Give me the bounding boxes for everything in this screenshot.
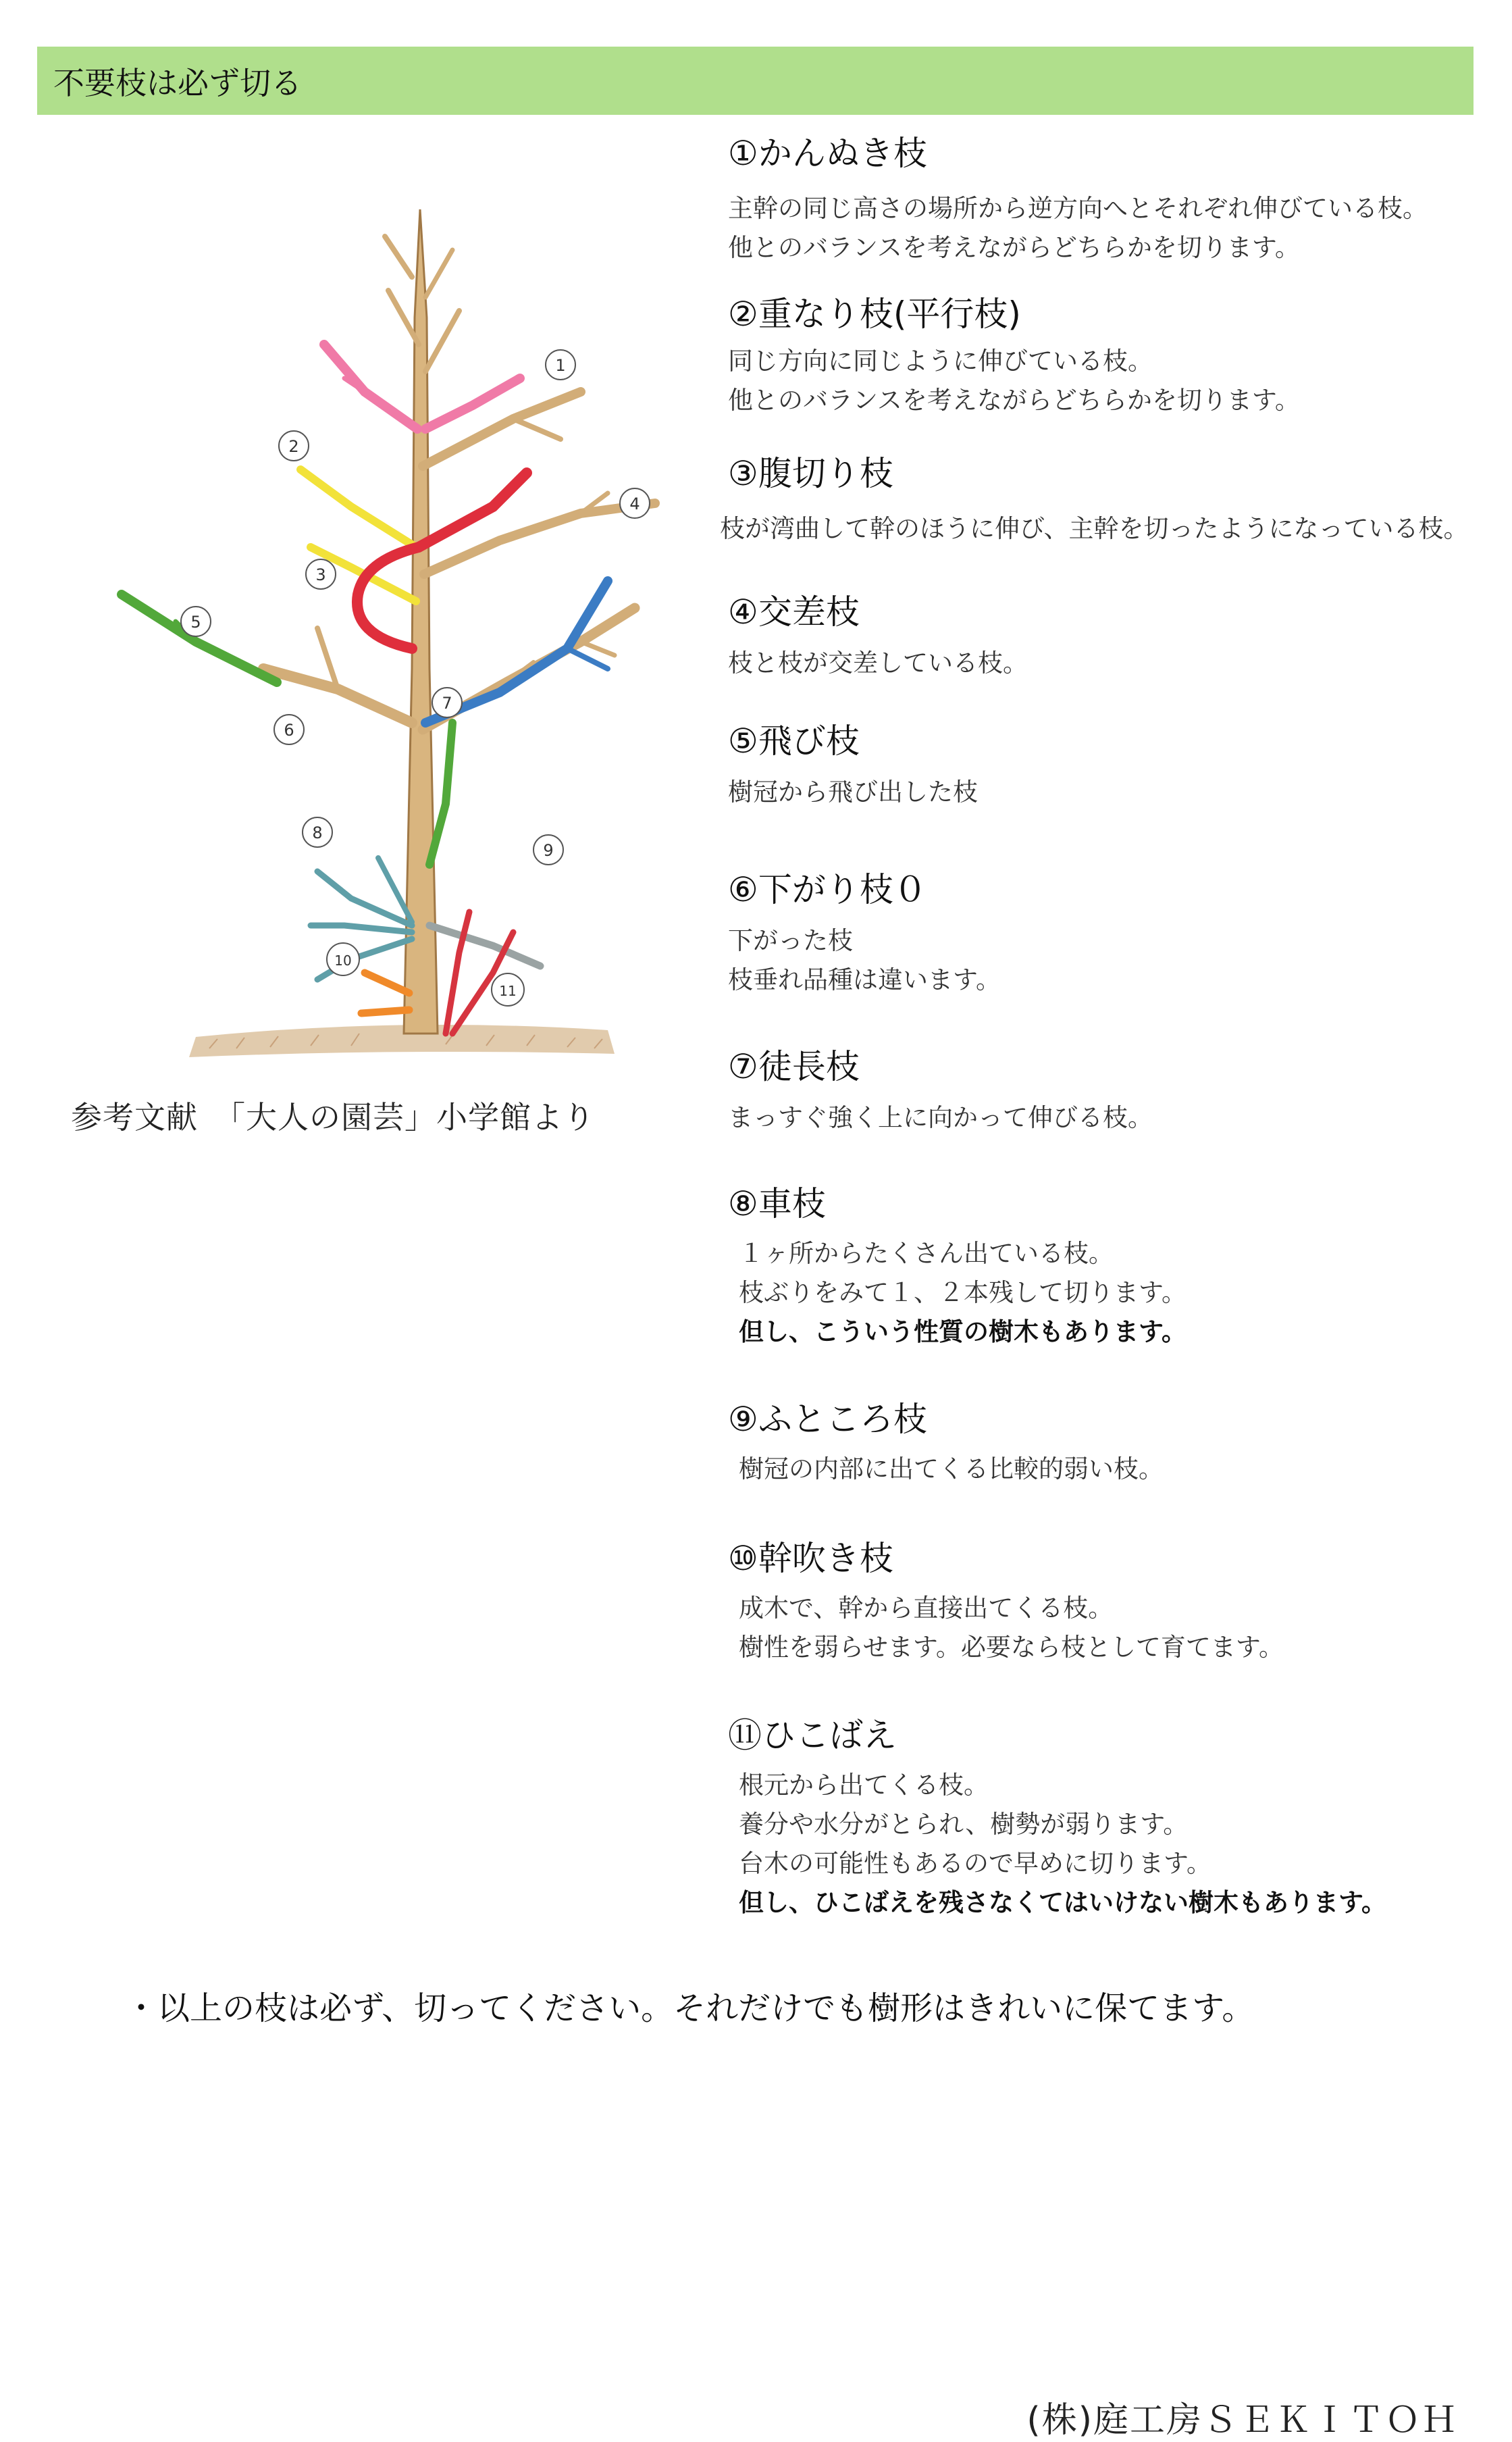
- section-text: 根元から出てくる枝。: [739, 1771, 989, 1800]
- reference-caption: 参考文献 「大人の園芸」小学館より: [71, 1099, 595, 1136]
- page-title: 不要枝は必ず切る: [53, 64, 302, 101]
- svg-text:10: 10: [334, 952, 352, 969]
- svg-text:9: 9: [543, 841, 554, 860]
- section-text: 他とのバランスを考えながらどちらかを切ります。: [728, 233, 1300, 262]
- svg-text:11: 11: [499, 983, 517, 999]
- section-text: 樹性を弱らせます。必要なら枝として育てます。: [739, 1633, 1284, 1662]
- branch-9-gray: [429, 925, 540, 966]
- section-text: 養分や水分がとられ、樹勢が弱ります。: [739, 1810, 1189, 1839]
- svg-text:2: 2: [288, 437, 299, 456]
- section-kasanari: [728, 292, 1505, 420]
- company-name: (株)庭工房ＳＥＫＩＴＯＨ: [1026, 2400, 1458, 2441]
- branch-10-orange: [361, 973, 409, 1013]
- section-text: 枝と枝が交差している枝。: [728, 648, 1028, 678]
- svg-text:3: 3: [315, 565, 326, 584]
- marker-7: [432, 688, 462, 717]
- section-kuruma: [728, 1181, 1505, 1352]
- tree-illustration: [95, 196, 702, 1074]
- section-title: ②重なり枝(平行枝): [728, 295, 1021, 334]
- section-title: ⑤飛び枝: [728, 721, 860, 761]
- ground: [189, 1025, 615, 1057]
- section-text: 枝が湾曲して幹のほうに伸び、主幹を切ったようになっている枝。: [720, 514, 1469, 543]
- marker-5: [181, 607, 211, 636]
- section-futokoro: [728, 1397, 1505, 1489]
- header-bar: [37, 47, 1474, 115]
- section-text: 樹冠の内部に出てくる比較的弱い枝。: [739, 1454, 1164, 1483]
- branch-8-teal: [311, 858, 412, 980]
- section-title: ⑨ふところ枝: [728, 1400, 927, 1439]
- section-title: ⑪ひこばえ: [728, 1716, 897, 1755]
- svg-text:1: 1: [555, 356, 566, 375]
- svg-text:8: 8: [312, 823, 323, 842]
- section-harakiri: [720, 451, 1505, 549]
- section-title: ⑩幹吹き枝: [728, 1539, 893, 1578]
- bottom-note: ・以上の枝は必ず、切ってください。それだけでも樹形はきれいに保てます。: [125, 1989, 1255, 2027]
- marker-6: [274, 715, 304, 744]
- section-text: 成木で、幹から直接出てくる枝。: [739, 1594, 1114, 1623]
- section-title: ⑧車枝: [728, 1184, 826, 1223]
- section-text: 主幹の同じ高さの場所から逆方向へとそれぞれ伸びている枝。: [728, 194, 1428, 223]
- marker-1: [546, 350, 575, 380]
- trunk: [404, 209, 438, 1034]
- section-text: 枝ぶりをみて１、２本残して切ります。: [739, 1278, 1187, 1307]
- svg-text:4: 4: [629, 494, 640, 513]
- section-text: １ヶ所からたくさん出ている枝。: [739, 1239, 1114, 1268]
- marker-9: [533, 835, 563, 865]
- section-hikobae: [728, 1713, 1505, 1923]
- section-title: ③腹切り枝: [728, 454, 893, 493]
- svg-text:5: 5: [190, 613, 201, 632]
- section-text: 他とのバランスを考えながらどちらかを切ります。: [728, 386, 1300, 415]
- section-title: ⑦徒長枝: [728, 1047, 860, 1086]
- marker-4: [620, 488, 650, 518]
- section-text: 下がった枝: [728, 926, 853, 955]
- section-title: ④交差枝: [728, 592, 860, 632]
- section-title: ①かんぬき枝: [728, 134, 927, 173]
- section-tochou: [728, 1044, 1505, 1138]
- section-text: 但し、こういう性質の樹木もあります。: [739, 1317, 1187, 1346]
- marker-2: [279, 431, 309, 461]
- marker-11: [492, 973, 524, 1006]
- section-sagari: [728, 867, 1505, 1000]
- section-miki-buki: [728, 1536, 1505, 1667]
- svg-text:7: 7: [442, 694, 452, 713]
- section-text: 樹冠から飛び出した枝: [728, 778, 978, 807]
- marker-3: [306, 559, 336, 589]
- section-title: ⑥下がり枝０: [728, 870, 927, 909]
- section-text: 但し、ひこばえを残さなくてはいけない樹木もあります。: [739, 1888, 1387, 1917]
- marker-10: [327, 943, 359, 975]
- branch-3-red: [357, 473, 527, 648]
- section-text: 台木の可能性もあるので早めに切ります。: [739, 1849, 1212, 1878]
- section-text: 同じ方向に同じように伸びている枝。: [728, 347, 1153, 376]
- section-text: まっすぐ強く上に向かって伸びる枝。: [728, 1103, 1153, 1132]
- section-kannuki: [728, 131, 1505, 268]
- section-kousa: [728, 590, 1505, 683]
- section-text: 枝垂れ品種は違います。: [728, 965, 1001, 994]
- svg-text:6: 6: [284, 721, 294, 740]
- marker-8: [303, 817, 332, 847]
- section-tobi: [728, 719, 1505, 812]
